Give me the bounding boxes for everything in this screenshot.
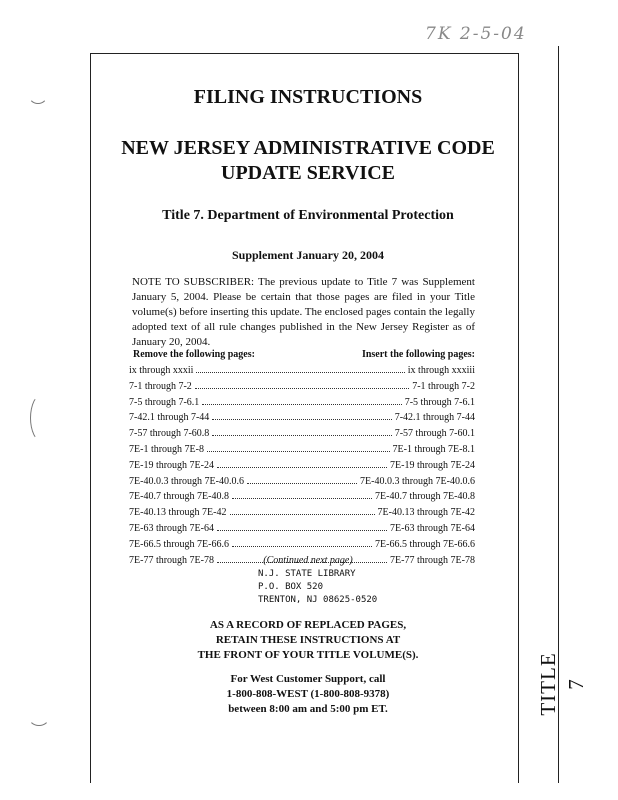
list-item: 7E-40.0.3 through 7E-40.0.6 7E-40.0.3 through 7E-40.0.6 <box>129 475 475 487</box>
page-frame-top <box>90 53 518 54</box>
continued-note: (Continued next page) <box>263 555 353 566</box>
binder-hole-mark <box>28 706 50 726</box>
list-item: 7-5 through 7-6.1 7-5 through 7-6.1 <box>129 396 475 408</box>
record-notice: AS A RECORD OF REPLACED PAGES, RETAIN THESE INSTRUCTIONS AT THE FRONT OF YOUR TITLE VOLUME(S). <box>197 619 419 661</box>
list-item: 7E-19 through 7E-24 7E-19 through 7E-24 <box>129 459 475 471</box>
library-stamp: N.J. STATE LIBRARY P.O. BOX 520 TRENTON, NJ 08625-0520 <box>258 569 378 605</box>
supplement-date: Supplement January 20, 2004 <box>231 248 385 262</box>
page-frame-left <box>90 53 91 783</box>
binder-hole-mark <box>28 84 48 104</box>
list-item: 7-1 through 7-2 7-1 through 7-2 <box>129 380 475 392</box>
page-replacement-list <box>129 365 475 570</box>
handwritten-annotation: 7K 2-5-04 <box>425 24 527 44</box>
title-tab-label: TITLE 7 <box>536 652 588 716</box>
list-item: 7E-40.13 through 7E-42 7E-40.13 through 7E-42 <box>129 507 475 519</box>
list-item: 7E-1 through 7E-8 7E-1 through 7E-8.1 <box>129 443 475 455</box>
code-title: NEW JERSEY ADMINISTRATIVE CODE UPDATE SERVICE <box>121 137 495 184</box>
list-item: ix through xxxii ix through xxxiii <box>129 365 475 376</box>
list-item: 7E-66.5 through 7E-66.6 7E-66.5 through 7E-66.6 <box>129 538 475 550</box>
list-item: 7E-77 through 7E-78 7E-77 through 7E-78 <box>129 554 475 566</box>
list-item: 7-42.1 through 7-44 7-42.1 through 7-44 <box>129 412 475 424</box>
customer-support-info: For West Customer Support, call 1-800-808-WEST (1-800-808-9378) between 8:00 am and 5:00 pm ET. <box>226 673 390 715</box>
list-item: 7-57 through 7-60.8 7-57 through 7-60.1 <box>129 428 475 440</box>
remove-pages-header: Remove the following pages: <box>133 349 255 360</box>
binder-hole-mark <box>30 394 54 442</box>
list-item: 7E-40.7 through 7E-40.8 7E-40.7 through 7E-40.8 <box>129 491 475 503</box>
tab-divider-inner <box>518 53 519 783</box>
page-title: FILING INSTRUCTIONS <box>193 86 423 108</box>
insert-pages-header: Insert the following pages: <box>361 349 475 360</box>
subscriber-note: NOTE TO SUBSCRIBER: The previous update to Title 7 was Supplement January 5, 2004. Please be certain that those pages are filed in your Title volume(s) before inserting this update. The enclosed pages contain the legally adopted text of all rule changes published in the New Jersey Register as of January 20, 2004. <box>132 276 475 348</box>
title-subtitle: Title 7. Department of Environmental Protection <box>162 208 454 223</box>
list-item: 7E-63 through 7E-64 7E-63 through 7E-64 <box>129 522 475 534</box>
